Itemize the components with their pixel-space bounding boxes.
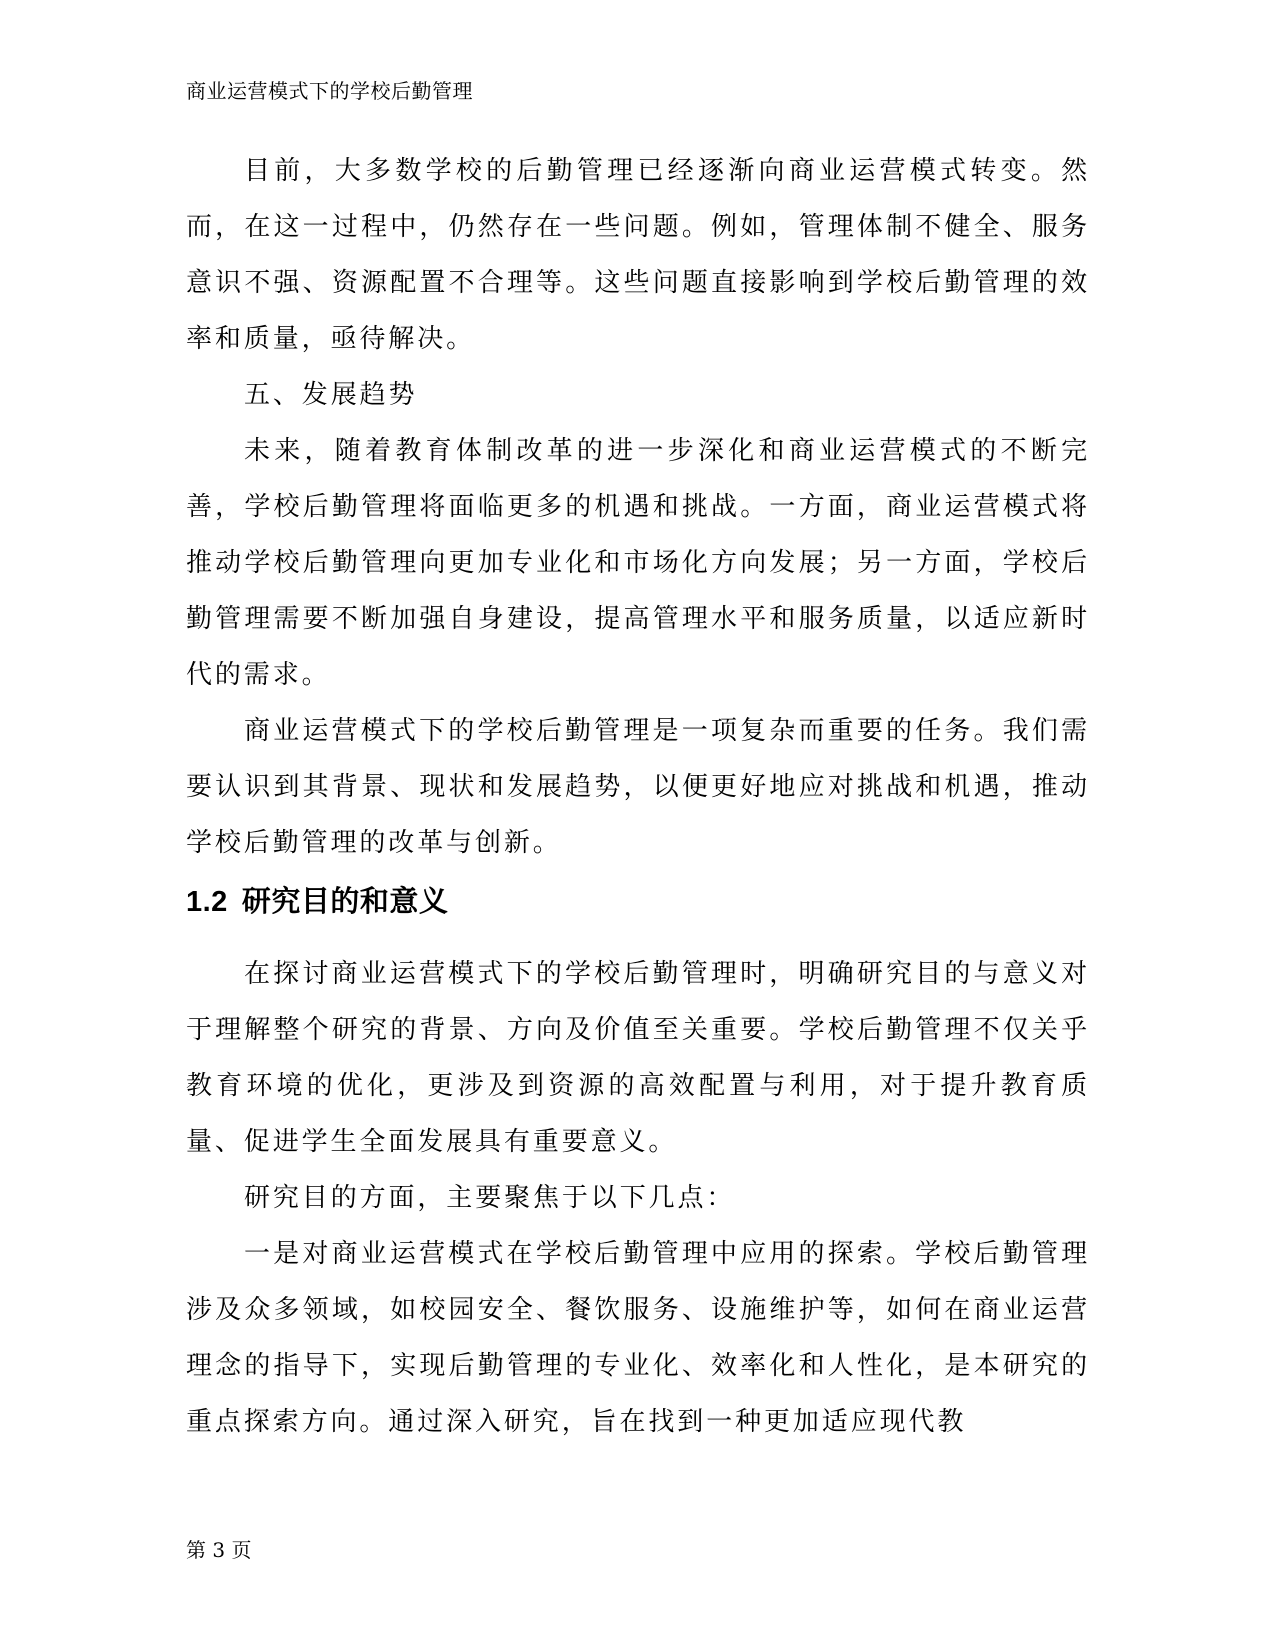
page-number: 第 3 页 <box>186 1538 252 1562</box>
section-heading-text: 研究目的和意义 <box>241 884 449 918</box>
section-heading <box>186 877 1090 926</box>
paragraph-purpose-intro: 在探讨商业运营模式下的学校后勤管理时，明确研究目的与意义对于理解整个研究的背景、方向及价值至关重要。学校后勤管理不仅关乎教育环境的优化，更涉及到资源的高效配置与利用，对于提升教育质量、促进学生全面发展具有重要意义。 <box>186 959 1090 1157</box>
paragraph-purpose-first-point: 一是对商业运营模式在学校后勤管理中应用的探索。学校后勤管理涉及众多领域，如校园安全、餐饮服务、设施维护等，如何在商业运营理念的指导下，实现后勤管理的专业化、效率化和人性化，是本研究的重点探索方向。通过深入研究，旨在找到一种更加适应现代教 <box>186 1239 1090 1437</box>
paragraph-purpose-lead: 研究目的方面，主要聚焦于以下几点： <box>244 1183 736 1213</box>
page-body <box>186 143 1090 1450</box>
paragraph-summary: 商业运营模式下的学校后勤管理是一项复杂而重要的任务。我们需要认识到其背景、现状和发展趋势，以便更好地应对挑战和机遇，推动学校后勤管理的改革与创新。 <box>186 716 1090 858</box>
running-header: 商业运营模式下的学校后勤管理 <box>186 79 473 103</box>
paragraph-current-status: 目前，大多数学校的后勤管理已经逐渐向商业运营模式转变。然而，在这一过程中，仍然存在一些问题。例如，管理体制不健全、服务意识不强、资源配置不合理等。这些问题直接影响到学校后勤管理的效率和质量，亟待解决。 <box>186 156 1090 354</box>
paragraph-future-trend: 未来，随着教育体制改革的进一步深化和商业运营模式的不断完善，学校后勤管理将面临更多的机遇和挑战。一方面，商业运营模式将推动学校后勤管理向更加专业化和市场化方向发展；另一方面，学校后勤管理需要不断加强自身建设，提高管理水平和服务质量，以适应新时代的需求。 <box>186 436 1090 690</box>
section-heading-number: 1.2 <box>186 886 228 918</box>
section-title-development-trend: 五、发展趋势 <box>244 380 418 410</box>
